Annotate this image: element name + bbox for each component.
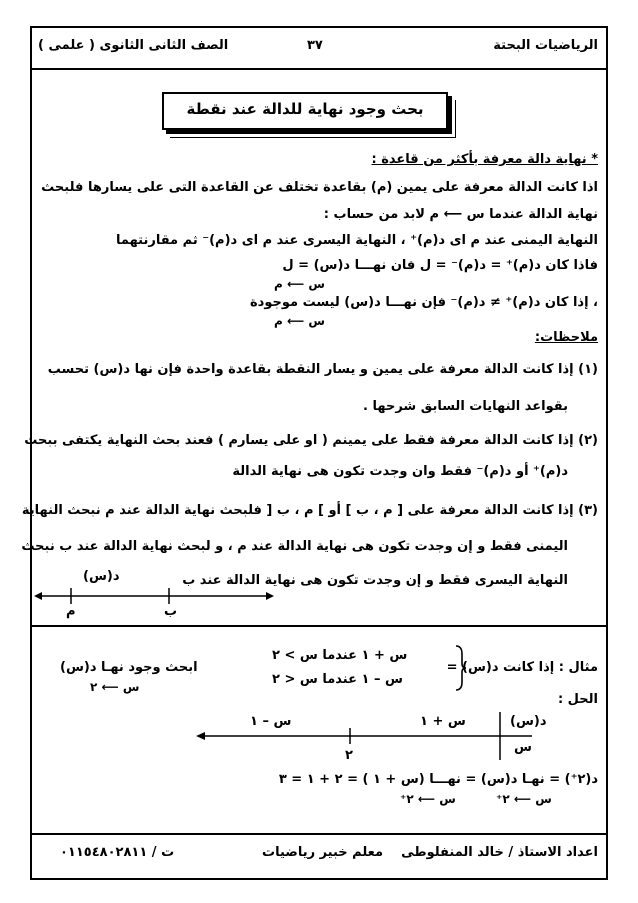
footer-author: اعداد الاستاذ / خالد المنفلوطى	[401, 845, 598, 860]
sign-table-left-piece: س – ١	[250, 714, 292, 729]
rule-line-1: اذا كانت الدالة معرفة على يمين (م) بقاعدة تختلف عن القاعدة التى على يسارها فلبحث	[41, 180, 598, 195]
sign-table-number-line	[196, 708, 536, 764]
note-1-line-b: بقواعد النهايات السابق شرحها .	[363, 399, 568, 414]
notes-heading: ملاحظات:	[534, 330, 598, 345]
header-divider	[30, 68, 608, 70]
footer-divider	[30, 833, 608, 835]
example-result-limit-2: س ⟵ ٢⁺	[400, 792, 456, 806]
example-task-limit: س ⟵ ٢	[90, 680, 140, 694]
example-result-limit-1: س ⟵ ٢⁺	[496, 792, 552, 806]
section-divider	[30, 625, 608, 627]
footer-role: معلم خبير رياضيات	[262, 845, 384, 860]
number-line-right-arrow	[266, 592, 274, 600]
note-1-line-a: (١) إذا كانت الدالة معرفة على يمين و يسار النقطة بقاعدة واحدة فإن نها د(س) تحسب	[47, 362, 598, 377]
example-result: د(٢⁺) = نهـا د(س) = نهـــا (س + ١ ) = ٢ + ١ = ٣	[278, 772, 598, 787]
interval-point-b-label: ب	[164, 604, 178, 619]
rule-line-5: ، إذا كان د(م)⁺ ≠ د(م)⁻ فإن نهـــا د(س) ليست موجودة	[250, 295, 598, 310]
page-title: بحث وجود نهاية للدالة عند نقطة	[186, 100, 424, 118]
sign-table-x: س	[514, 740, 532, 755]
example-label: مثال : إذا كانت د(س) =	[446, 660, 598, 675]
sign-table-left-arrow	[196, 732, 205, 740]
piecewise-case-1: س + ١ عندما س > ٢	[272, 648, 408, 663]
note-2-line-b: د(م)⁺ أو د(م)⁻ فقط وان وجدت تكون هى نهاية الدالة	[232, 464, 568, 479]
title-box	[162, 92, 448, 130]
note-2-line-a: (٢) إذا كانت الدالة معرفة فقط على يمينم ( او على يسارم ) فعند بحث النهاية يكتفى ببحث	[24, 433, 598, 448]
interval-point-a-label: م	[66, 604, 76, 619]
header-page-number: ٣٧	[307, 38, 323, 53]
piecewise-brace	[454, 644, 468, 692]
example-task: ابحث وجود نهـا د(س)	[60, 660, 198, 675]
note-3-line-b: اليمنى فقط و إن وجدت تكون هى نهاية الدالة عند م ، و لبحث نهاية الدالة عند ب نبحث	[21, 539, 568, 554]
rule-heading: * نهاية دالة معرفة بأكثر من قاعدة :	[371, 152, 598, 167]
sign-table-fx: د(س)	[510, 714, 547, 729]
footer-phone: ت / ٠١١٥٤٨٠٢٨١١	[60, 845, 175, 860]
sign-table-right-piece: س + ١	[420, 714, 466, 729]
note-3-line-a: (٣) إذا كانت الدالة معرفة على [ م ، ب ] أو ] م ، ب [ فلبحث نهاية الدالة عند م نبحث النهاية	[21, 503, 598, 518]
rule-line-4: فاذا كان د(م)⁺ = د(م)⁻ = ل فان نهـــا د(س) = ل	[282, 258, 598, 273]
interval-fx-label: د(س)	[83, 569, 120, 584]
solution-label: الحل :	[557, 692, 598, 707]
number-line-left-arrow	[34, 592, 42, 600]
sign-table-point-2: ٢	[345, 748, 353, 763]
piecewise-case-2: س – ١ عندما س < ٢	[272, 672, 403, 687]
rule-line-3: النهاية اليمنى عند م اى د(م)⁺ ، النهاية اليسرى عند م اى د(م)⁻ ثم مقارنتهما	[115, 233, 598, 248]
header-grade: الصف الثانى الثانوى ( علمى )	[38, 38, 229, 53]
rule-line-2: نهاية الدالة عندما س ⟵ م لابد من حساب :	[323, 207, 598, 222]
header-subject: الرياضيات البحتة	[493, 38, 598, 53]
rule-line-4-limit: س ⟵ م	[274, 277, 325, 291]
note-3-line-c: النهاية اليسرى فقط و إن وجدت تكون هى نهاية الدالة عند ب	[182, 573, 568, 588]
rule-line-5-limit: س ⟵ م	[274, 314, 325, 328]
